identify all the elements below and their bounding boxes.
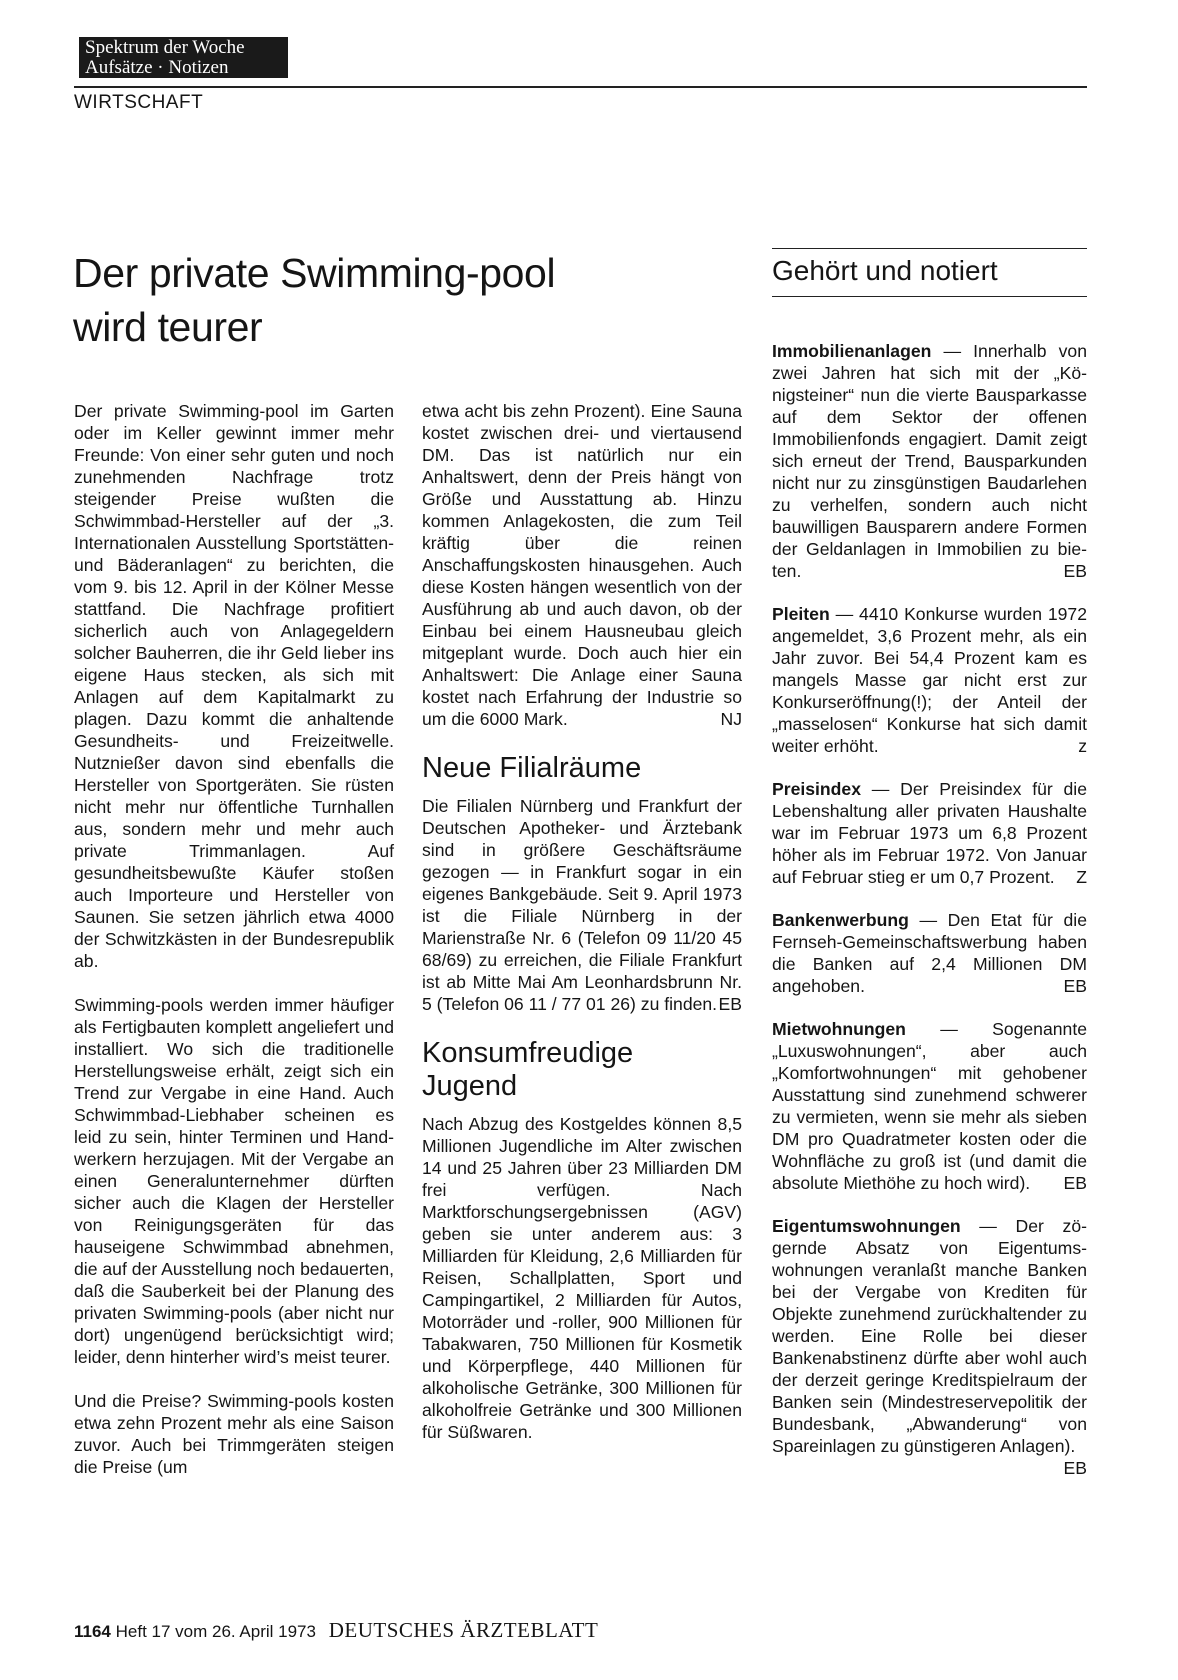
sidebar-item-heading: Mietwohnungen xyxy=(772,1019,906,1039)
sidebar-item-heading: Preisindex xyxy=(772,779,861,799)
filial-heading-text: Neue Filialräume xyxy=(422,752,642,784)
sidebar-item xyxy=(772,1018,1087,1194)
sidebar-item-sign: EB xyxy=(1063,561,1087,581)
badge-line-1: Spektrum der Woche xyxy=(85,37,245,58)
page-footer xyxy=(74,1618,598,1643)
section-label: WIRTSCHAFT xyxy=(74,92,204,113)
sidebar-item xyxy=(772,778,1087,888)
headline-line-2: wird teurer xyxy=(73,304,263,350)
department-badge xyxy=(79,37,288,78)
sidebar-item-heading: Pleiten xyxy=(772,604,830,624)
sidebar-item-text: — Innerhalb von zwei Jahren hat sich mit der „Königsteiner“ nun die vierte Bausparkasse auf dem Sektor der offenen Immobilienfonds engagiert. Damit zeigt sich erneut der Trend, Bausparkunden nicht nur zu zinsgünstigen Baudarlehen zu verhelfen, sondern auch nicht bauwilligen Bausparern andere Formen der Geldanlagen in Immobilien zu bieten. xyxy=(772,341,1087,581)
badge-line-2: Aufsätze · Notizen xyxy=(85,57,229,78)
article-paragraph-4 xyxy=(422,400,742,730)
filial-heading xyxy=(422,752,742,785)
sidebar-rule-bottom xyxy=(772,296,1087,297)
sidebar-item-sign: EB xyxy=(1063,1173,1087,1193)
jugend-paragraph: Nach Abzug des Kostgeldes können 8,5 Millionen Jugendliche im Alter zwischen 14 und 25 Jahren über 23 Milliarden DM frei verfügen. Nach Marktforschungsergebnissen (AGV) geben sie unter anderem aus: 3 Milliarden für Kleidung, 2,6 Milliarden für Reisen, Schallplatten, Sport und Campingartikel, 2 Milliarden für Autos, Motorräder und -roller, 900 Millionen für Tabakwaren, 750 Millionen für Kosmetik und Körperpflege, 440 Millionen für alkoholische Getränke, 300 Millionen für alkoholfreie Getränke und 300 Millionen für Süßwaren. xyxy=(422,1114,742,1442)
jugend-heading-line-2: Jugend xyxy=(422,1070,518,1102)
article-headline xyxy=(73,246,673,354)
article-column-2 xyxy=(422,400,742,1465)
sidebar-item xyxy=(772,1215,1087,1478)
sidebar-item-heading: Bankenwerbung xyxy=(772,910,909,930)
sidebar-item-sign: EB xyxy=(1063,976,1087,996)
sidebar-item-sign: Z xyxy=(1076,867,1087,887)
sidebar-item-text: — Den Etat für die Fernseh-Gemeinschaftswerbung haben die Banken auf 2,4 Millionen DM angehoben. xyxy=(772,910,1087,996)
sidebar-item xyxy=(772,909,1087,997)
sidebar-item-text: — Der zögernde Absatz von Eigentumswohnungen veranlaßt manche Banken bei der Vergabe von Krediten für Objekte zunehmend zurückhaltender zu werden. Eine Rolle bei dieser Bankenabstinenz dürfte aber wohl auch der derzeit geringe Kreditspielraum der Banken sein (Mindestreservepolitik der Bundesbank, „Abwanderung“ von Spareinlagen zu günstigeren Anlagen). xyxy=(772,1216,1087,1456)
article-paragraph-2: Swimming-pools werden immer häufiger als Fertigbauten komplett angeliefert und installiert. Wo sich die traditionelle Herstellungsweise erhält, zeigt sich ein Trend zur Vergabe in eine Hand. Auch Schwimmbad-Liebhaber scheinen es leid zu sein, hinter Terminen und Handwerkern herzujagen. Mit der Vergabe an einen Generalunternehmer dürften sicher auch die Klagen der Hersteller von Reinigungsgeräten für das hauseigene Schwimmbad abnehmen, die auf der Ausstellung noch bedauerten, daß die Sauberkeit bei der Planung des privaten Swimming-pools (aber nicht nur dort) ungenügend berücksichtigt wird; leider, denn hinterher wird’s meist teurer. xyxy=(74,995,394,1367)
sidebar-item-heading: Eigentumswohnungen xyxy=(772,1216,961,1236)
sidebar-item-text: — 4410 Konkurse wurden 1972 angemeldet, 3,6 Prozent mehr, als ein Jahr zuvor. Bei 54,4 Prozent kam es mangels Masse gar nicht erst zur Konkurseröffnung(!); der Anteil der „masselosen“ Konkurse hat sich damit weiter erhöht. xyxy=(772,604,1087,756)
article-paragraph-1: Der private Swimming-pool im Garten oder im Keller gewinnt immer mehr Freunde: Von einer sehr guten und noch zunehmenden Nachfrage trotz steigender Preise wußten die Schwimmbad-Hersteller auf der „3. Internationalen Ausstellung Sportstätten- und Bäderanlagen“ zu berichten, die vom 9. bis 12. April in der Kölner Messe stattfand. Die Nachfrage profitiert sicherlich auch von Anlagegeldern solcher Bauherren, die ihr Geld lieber ins eigene Haus stecken, als sich mit Anlagen auf dem Kapitalmarkt zu plagen. Dazu kommt die anhaltende Gesundheits- und Freizeitwelle. Nutznießer davon sind ebenfalls die Hersteller von Sportgeräten. Sie rüsten nicht mehr nur öffentliche Turnhallen aus, sondern mehr und mehr auch private Trimmanlagen. Auf gesundheitsbewußte Käufer stoßen auch Importeure und Hersteller von Saunen. Sie setzen jährlich etwa 4000 der Schwitzkästen in der Bundesrepublik ab. xyxy=(74,401,394,971)
issue-info: Heft 17 vom 26. April 1973 xyxy=(115,1622,316,1641)
article-paragraph-4-text: etwa acht bis zehn Prozent). Eine Sauna kostet zwischen drei- und viertausend DM. Das ist natürlich nur ein Anhaltswert, denn der Preis hängt von Größe und Ausstattung ab. Hinzu kommen Anlagekosten, die zum Teil kräftig über die reinen Anschaffungskosten hinausgehen. Auch diese Kosten hängen wesentlich von der Ausführung ab und auch davon, ob der Einbau bei einem Hausneubau gleich mitgeplant wurde. Doch auch hier ein Anhaltswert: Die Anlage einer Sauna kostet nach Erfahrung der Industrie so um die 6000 Mark. xyxy=(422,401,742,729)
header-rule xyxy=(74,86,1087,88)
jugend-heading xyxy=(422,1037,742,1103)
sidebar-title: Gehört und notiert xyxy=(772,255,998,286)
jugend-heading-line-1: Konsumfreudige xyxy=(422,1037,634,1069)
sidebar-item-text: — Sogenannte „Luxuswohnungen“, aber auch „Komfortwohnungen“ mit gehobener Ausstattung sind zunehmend schwerer zu vermieten, wenn sie mehr als sieben DM pro Quadratmeter kosten oder die Wohnfläche zu groß ist (und damit die absolute Miethöhe zu hoch wird). xyxy=(772,1019,1087,1193)
sidebar-item-text: — Der Preisindex für die Lebenshaltung aller privaten Haushalte war im Februar 1973 um 6,8 Prozent höher als im Februar 1972. Von Januar auf Februar stieg er um 0,7 Prozent. xyxy=(772,779,1087,887)
filial-paragraph xyxy=(422,795,742,1015)
sidebar-item-sign: z xyxy=(1078,736,1087,756)
sidebar-column xyxy=(772,340,1087,1479)
page-number: 1164 xyxy=(74,1622,111,1641)
magazine-name: DEUTSCHES ÄRZTEBLATT xyxy=(328,1618,599,1642)
sidebar-item-heading: Immobilienanlagen xyxy=(772,341,932,361)
sidebar-item xyxy=(772,340,1087,582)
sidebar-item xyxy=(772,603,1087,757)
article-paragraph-3: Und die Preise? Swimming-pools kosten etwa zehn Prozent mehr als eine Saison zuvor. Auch bei Trimmgeräten steigen die Preise (um xyxy=(74,1391,394,1477)
author-sign-nj: NJ xyxy=(720,709,742,729)
article-column-1 xyxy=(74,400,394,1500)
sidebar-item-sign: EB xyxy=(1063,1458,1087,1478)
sidebar-rule-top xyxy=(772,248,1087,249)
filial-text: Die Filialen Nürnberg und Frankfurt der Deutschen Apotheker- und Ärztebank sind in größere Geschäftsräume gezogen — in Frankfurt sogar in ein eigenes Bankgebäude. Seit 9. April 1973 ist die Filiale Nürnberg in der Marienstraße Nr. 6 (Telefon 09 11/20 45 68/69) zu erreichen, die Filiale Frankfurt ist ab Mitte Mai Am Leonhardsbrunn Nr. 5 (Telefon 06 11 / 77 01 26) zu finden. xyxy=(422,796,742,1014)
headline-line-1: Der private Swimming-pool xyxy=(73,250,556,296)
author-sign-filial: EB xyxy=(718,994,742,1014)
